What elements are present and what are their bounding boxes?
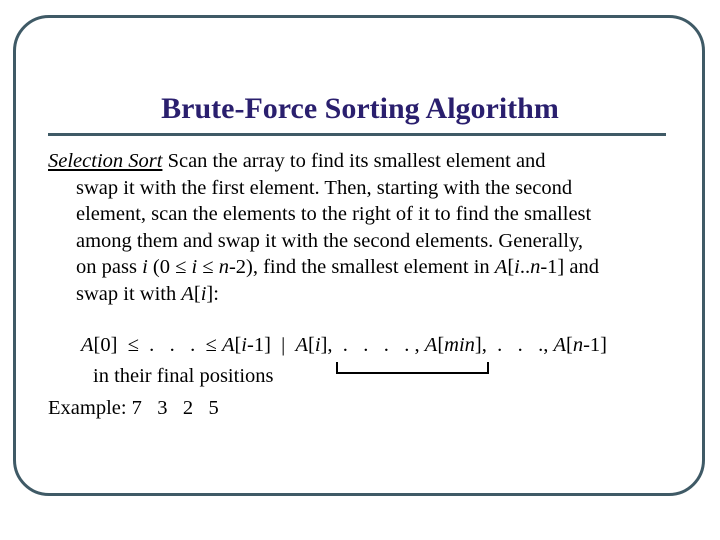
paragraph-line-6: swap it with A[i]: xyxy=(76,282,219,305)
paragraph-line-1: Selection Sort Scan the array to find its smallest element and xyxy=(48,150,546,172)
title-divider xyxy=(48,133,666,136)
paragraph-line-5: on pass i (0 ≤ i ≤ n-2), find the smallest element in A[i..n-1] and xyxy=(76,256,599,278)
selection-sort-term: Selection Sort xyxy=(48,150,163,172)
slide-title: Brute-Force Sorting Algorithm xyxy=(161,92,559,125)
array-state-formula: A[0] ≤ . . . ≤ A[i-1] | A[i], . . . . , A[min], . . ., A[n-1] xyxy=(81,334,607,356)
paragraph-line-2: swap it with the first element. Then, starting with the second xyxy=(76,176,573,199)
final-positions-caption: in their final positions xyxy=(93,365,274,387)
swap-bracket xyxy=(336,362,489,374)
paragraph-line-3: element, scan the elements to the right of it to find the smallest xyxy=(76,203,592,225)
example-line: Example: 7 3 2 5 xyxy=(48,397,219,419)
paragraph-line-4: among them and swap it with the second elements. Generally, xyxy=(76,229,584,252)
